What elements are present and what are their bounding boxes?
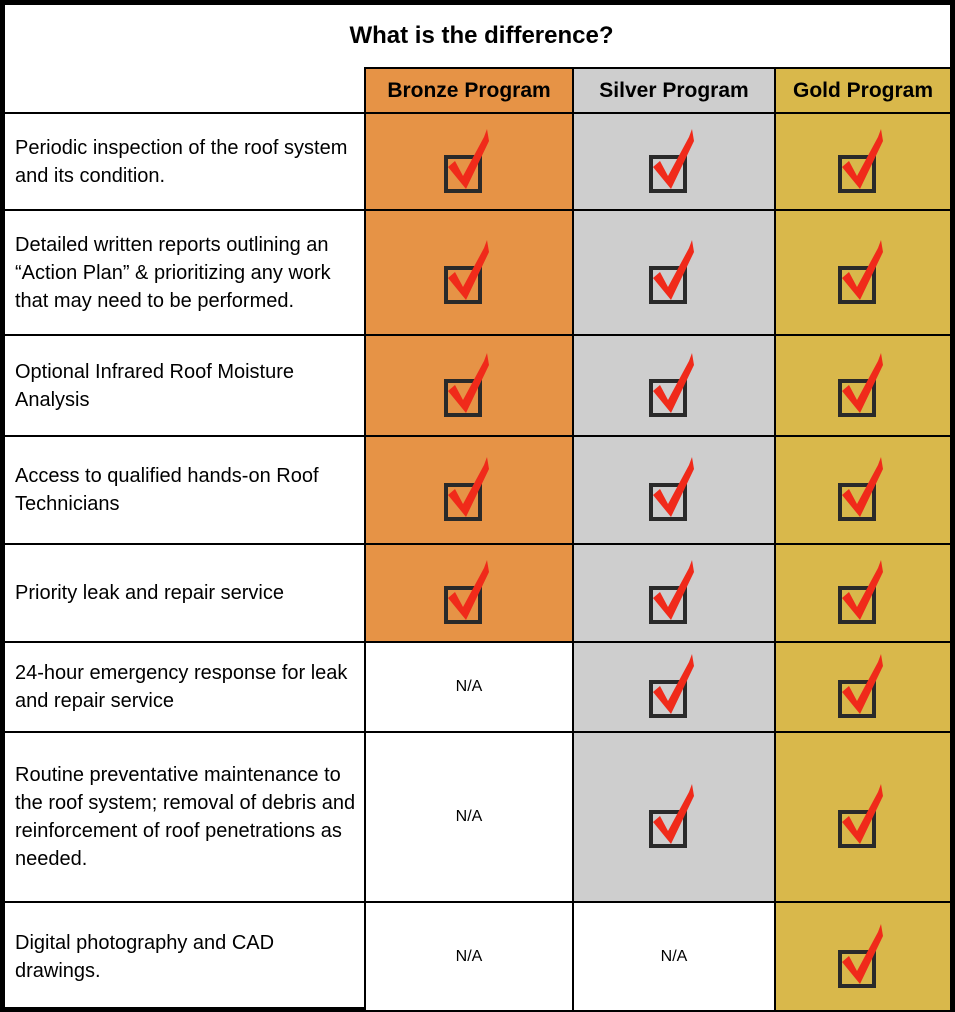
feature-label: Routine preventative maintenance to the roof system; removal of debris and reinforcement of roof penetrations as needed. bbox=[5, 732, 365, 902]
included-cell-gold bbox=[775, 642, 950, 732]
included-cell-gold bbox=[775, 902, 950, 1010]
not-available-cell-bronze bbox=[365, 902, 573, 1010]
header-row bbox=[5, 68, 950, 113]
feature-label: Optional Infrared Roof Moisture Analysis bbox=[5, 335, 365, 436]
not-available-cell-bronze bbox=[365, 642, 573, 732]
included-cell-gold bbox=[775, 335, 950, 436]
table-row bbox=[5, 335, 950, 436]
checkbox-checked-icon bbox=[647, 558, 701, 628]
included-cell-silver bbox=[573, 732, 775, 902]
not-available-cell-silver bbox=[573, 902, 775, 1010]
checkbox-checked-icon bbox=[647, 238, 701, 308]
checkbox-checked-icon bbox=[647, 652, 701, 722]
checkbox-checked-icon bbox=[647, 351, 701, 421]
checkbox-checked-icon bbox=[836, 558, 890, 628]
program-comparison-table bbox=[5, 67, 950, 1010]
checkbox-checked-icon bbox=[442, 558, 496, 628]
included-cell-gold bbox=[775, 436, 950, 544]
included-cell-bronze bbox=[365, 544, 573, 642]
feature-label: Access to qualified hands-on Roof Technicians bbox=[5, 436, 365, 544]
feature-label: Detailed written reports outlining an “Action Plan” & prioritizing any work that may need to be performed. bbox=[5, 210, 365, 335]
checkbox-checked-icon bbox=[836, 127, 890, 197]
feature-label: 24-hour emergency response for leak and repair service bbox=[5, 642, 365, 732]
checkbox-checked-icon bbox=[647, 782, 701, 852]
included-cell-bronze bbox=[365, 210, 573, 335]
checkbox-checked-icon bbox=[836, 238, 890, 308]
checkbox-checked-icon bbox=[647, 455, 701, 525]
program-header-bronze: Bronze Program bbox=[365, 68, 573, 113]
na-label: N/A bbox=[455, 947, 483, 965]
table-row bbox=[5, 732, 950, 902]
table-row bbox=[5, 436, 950, 544]
feature-label: Periodic inspection of the roof system and its condition. bbox=[5, 113, 365, 210]
program-header-silver: Silver Program bbox=[573, 68, 775, 113]
checkbox-checked-icon bbox=[647, 127, 701, 197]
checkbox-checked-icon bbox=[442, 127, 496, 197]
checkbox-checked-icon bbox=[836, 351, 890, 421]
na-label: N/A bbox=[455, 678, 483, 695]
table-row bbox=[5, 210, 950, 335]
included-cell-silver bbox=[573, 436, 775, 544]
checkbox-checked-icon bbox=[442, 351, 496, 421]
table-title: What is the difference? bbox=[349, 22, 614, 49]
included-cell-bronze bbox=[365, 113, 573, 210]
included-cell-silver bbox=[573, 544, 775, 642]
included-cell-bronze bbox=[365, 436, 573, 544]
table-row bbox=[5, 113, 950, 210]
included-cell-gold bbox=[775, 732, 950, 902]
checkbox-checked-icon bbox=[836, 455, 890, 525]
feature-column-header bbox=[5, 68, 365, 113]
checkbox-checked-icon bbox=[836, 652, 890, 722]
included-cell-bronze bbox=[365, 335, 573, 436]
table-row bbox=[5, 544, 950, 642]
included-cell-silver bbox=[573, 210, 775, 335]
checkbox-checked-icon bbox=[442, 455, 496, 525]
table-row bbox=[5, 642, 950, 732]
na-label: N/A bbox=[660, 947, 688, 965]
included-cell-silver bbox=[573, 335, 775, 436]
checkbox-checked-icon bbox=[836, 922, 890, 992]
not-available-cell-bronze bbox=[365, 732, 573, 902]
included-cell-gold bbox=[775, 113, 950, 210]
checkbox-checked-icon bbox=[836, 782, 890, 852]
included-cell-silver bbox=[573, 113, 775, 210]
included-cell-silver bbox=[573, 642, 775, 732]
table-row bbox=[5, 902, 950, 1010]
feature-label: Priority leak and repair service bbox=[5, 544, 365, 642]
included-cell-gold bbox=[775, 210, 950, 335]
feature-label: Digital photography and CAD drawings. bbox=[5, 902, 365, 1010]
included-cell-gold bbox=[775, 544, 950, 642]
na-label: N/A bbox=[455, 808, 483, 825]
program-header-gold: Gold Program bbox=[775, 68, 950, 113]
checkbox-checked-icon bbox=[442, 238, 496, 308]
